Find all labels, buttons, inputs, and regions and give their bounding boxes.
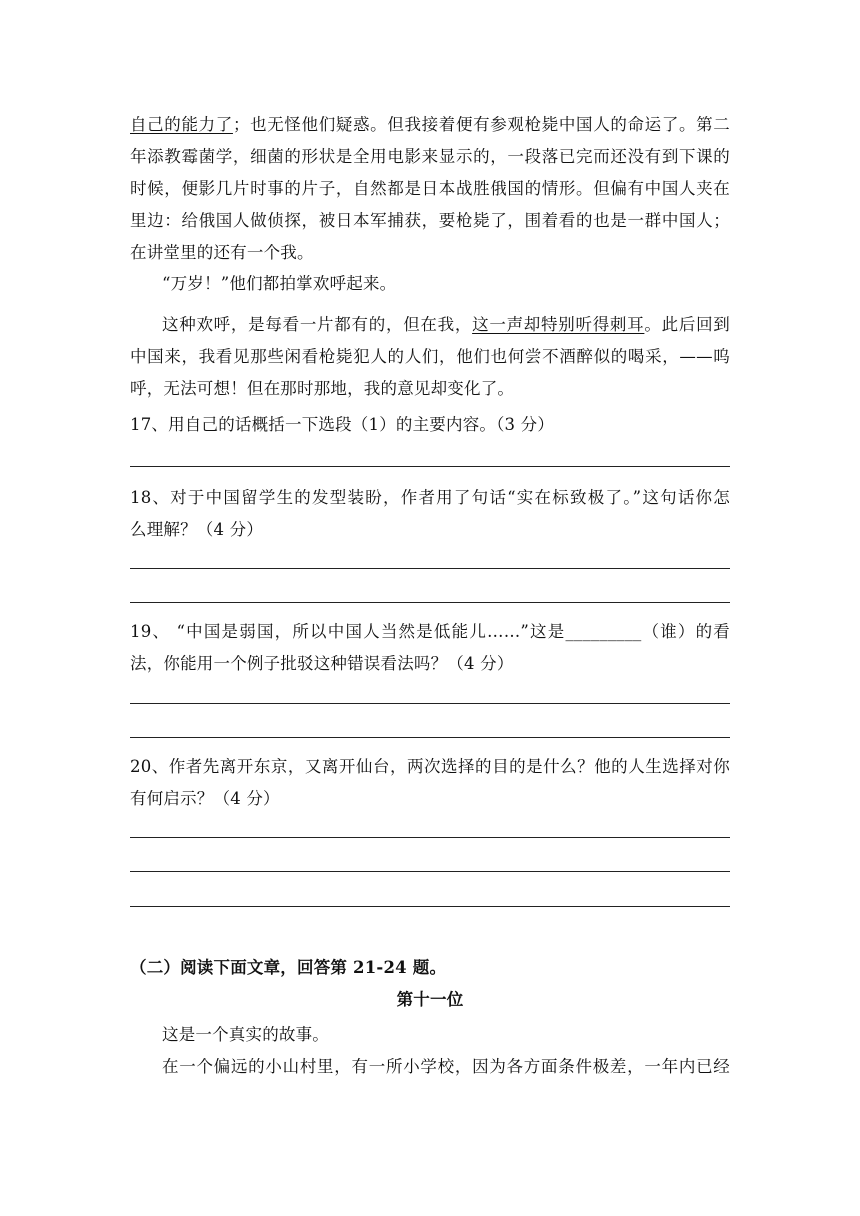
underlined-phrase-1: 自己的能力了: [130, 115, 233, 134]
passage-line-4: 里边：给俄国人做侦探，被日本军捕获，要枪毙了，围着看的也是一群中国人；: [130, 211, 730, 230]
passage-line-3: 时候，便影几片时事的片子，自然都是日本战胜俄国的情形。但偏有中国人夹在: [130, 179, 730, 198]
question-18-line-1: 18、对于中国留学生的发型装盼，作者用了句话“实在标致极了。”这句话你怎: [130, 488, 730, 507]
answer-line-19-2[interactable]: [130, 737, 730, 738]
story-title: 第十一位: [396, 990, 464, 1009]
section-2-heading: （二）阅读下面文章，回答第 21-24 题。: [130, 958, 447, 977]
story-line-1: 这是一个真实的故事。: [162, 1025, 329, 1044]
passage-line-6: “万岁！”他们都拍掌欢呼起来。: [162, 274, 397, 293]
answer-line-20-3[interactable]: [130, 906, 730, 907]
fill-in-blank[interactable]: _________: [565, 622, 642, 641]
answer-line-19-1[interactable]: [130, 703, 730, 704]
passage-line-1: 自己的能力了；也无怪他们疑惑。但我接着便有参观枪毙中国人的命运了。第二: [130, 115, 730, 134]
answer-line-20-2[interactable]: [130, 871, 730, 872]
answer-line-18-1[interactable]: [130, 568, 730, 569]
passage-line-2: 年添教霉菌学，细菌的形状是全用电影来显示的，一段落已完而还没有到下课的: [130, 147, 730, 166]
passage-line-9: 呼，无法可想！但在那时那地，我的意见却变化了。: [130, 379, 515, 398]
question-19-line-1: 19、 “中国是弱国，所以中国人当然是低能儿……”这是_________（谁）的看: [130, 622, 731, 641]
answer-line-18-2[interactable]: [130, 602, 730, 603]
story-line-2: 在一个偏远的小山村里，有一所小学校，因为各方面条件极差，一年内已经: [162, 1057, 730, 1076]
passage-line-7: 这种欢呼，是每看一片都有的，但在我，这一声却特别听得刺耳。此后回到: [162, 315, 731, 334]
question-20-line-1: 20、作者先离开东京，又离开仙台，两次选择的目的是什么？他的人生选择对你: [130, 757, 730, 776]
answer-line-17-1[interactable]: [130, 466, 730, 467]
answer-line-20-1[interactable]: [130, 837, 730, 838]
underlined-phrase-2: 这一声却特别听得刺耳: [472, 315, 645, 334]
passage-line-8: 中国来，我看见那些闲看枪毙犯人的人们，他们也何尝不酒醉似的喝采，——呜: [130, 347, 730, 366]
question-18-line-2: 么理解？（4 分）: [130, 520, 264, 539]
question-19-line-2: 法，你能用一个例子批驳这种错误看法吗？（4 分）: [130, 654, 514, 673]
question-20-line-2: 有何启示？（4 分）: [130, 789, 280, 808]
question-17: 17、用自己的话概括一下选段（1）的主要内容。（3 分）: [130, 415, 555, 434]
passage-line-5: 在讲堂里的还有一个我。: [130, 243, 314, 262]
